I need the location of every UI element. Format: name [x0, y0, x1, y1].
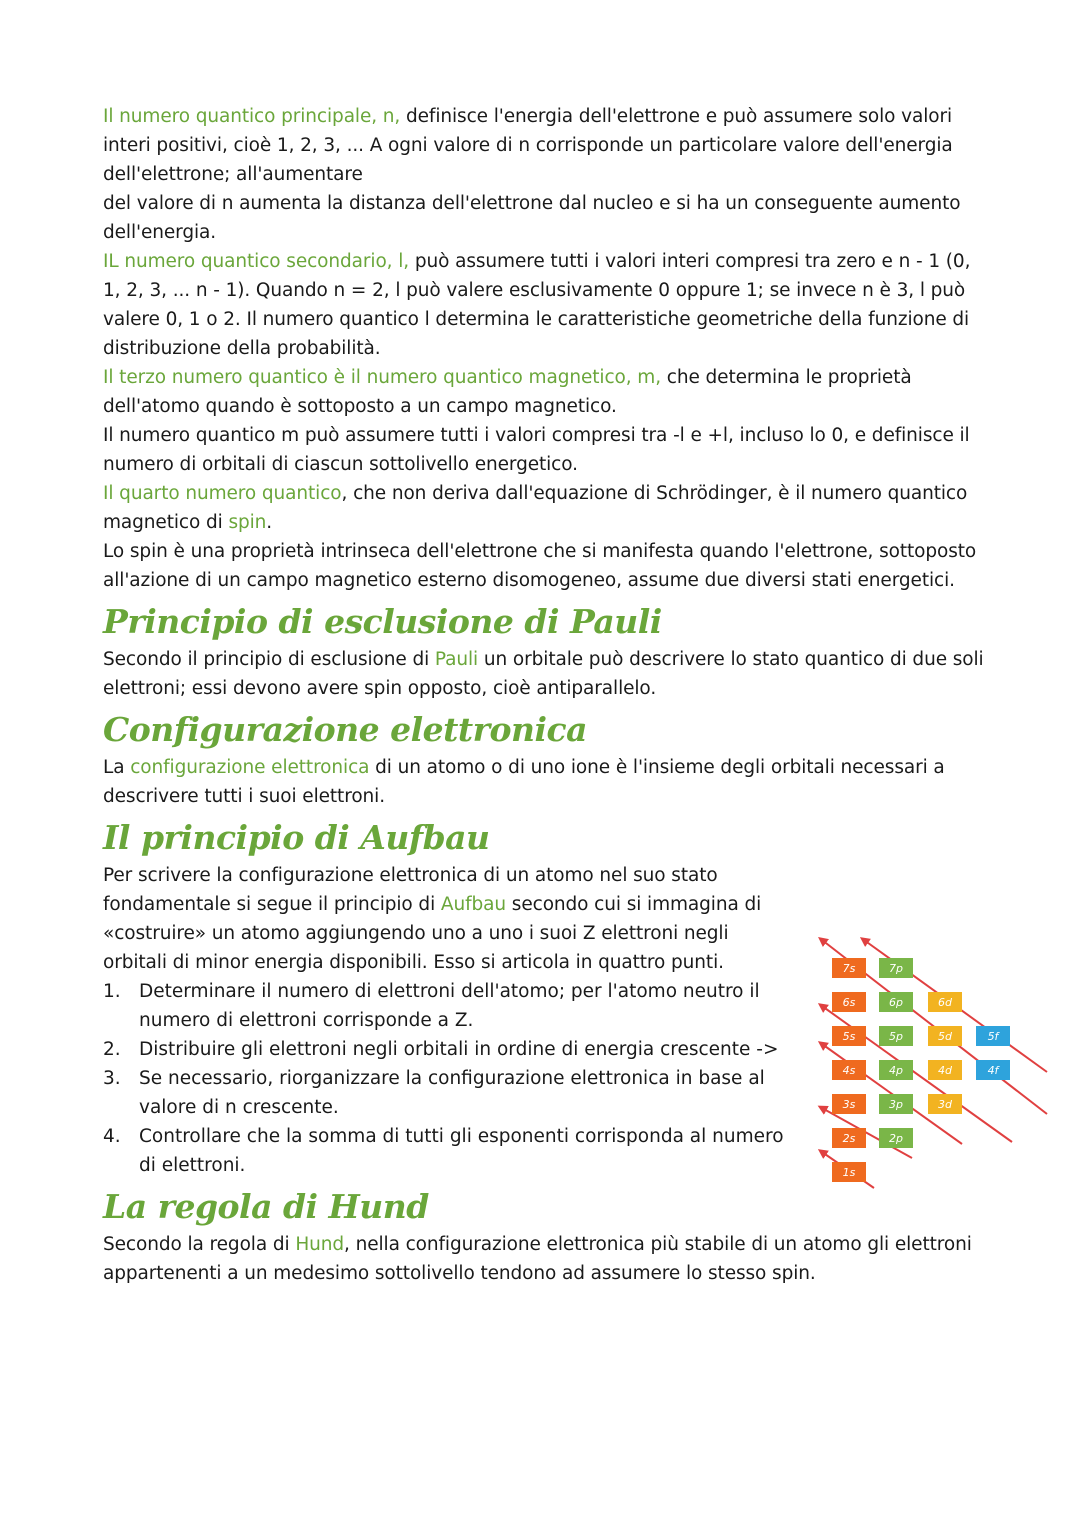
config-heading: Configurazione elettronica: [103, 710, 588, 749]
aufbau-text-post: secondo cui si immagina di «costruire» un atomo aggiungendo uno a uno i suoi Z elettroni negli orbitali di minor energia disponibili. Esso si articola in quattro punti.: [103, 894, 762, 973]
principal-quantum-continuation: del valore di n aumenta la distanza dell'elettrone dal nucleo e si ha un conseguente aumento dell'energia.: [103, 193, 961, 243]
step-number: 4.: [103, 1126, 121, 1147]
orbital-box-7p: [879, 958, 913, 978]
orbital-box-5s: [832, 1026, 866, 1046]
orbital-box-3s: [832, 1094, 866, 1114]
aufbau-step: [103, 1064, 793, 1122]
orbital-box-7s: [832, 958, 866, 978]
step-text: Se necessario, riorganizzare la configurazione elettronica in base al valore di n crescente.: [139, 1068, 765, 1118]
aufbau-steps: [103, 977, 793, 1180]
orbital-label: 6p: [889, 996, 903, 1009]
orbital-box-5p: [879, 1026, 913, 1046]
orbital-label: 5p: [889, 1030, 903, 1043]
pauli-paragraph: [103, 645, 993, 703]
step-number: 3.: [103, 1068, 121, 1089]
principal-quantum-text: definisce l'energia dell'elettrone e può assumere solo valori interi positivi, cioè 1, 2, 3, ... A ogni valore di n corrisponde un particolare valore dell'energia dell'elettrone; all'aumentare: [103, 106, 953, 185]
pauli-text-post: un orbitale può descrivere lo stato quantico di due soli elettroni; essi devono avere spin opposto, cioè antiparallelo.: [103, 649, 984, 699]
aufbau-step: [103, 1122, 793, 1180]
orbital-box-6p: [879, 992, 913, 1012]
magnetic-quantum-values: Il numero quantico m può assumere tutti i valori compresi tra -l e +l, incluso lo 0, e definisce il numero di orbitali di ciascun sottolivello energetico.: [103, 425, 970, 475]
orbital-label: 6s: [842, 996, 856, 1009]
orbital-box-2p: [879, 1128, 913, 1148]
config-paragraph: [103, 753, 993, 811]
aufbau-diagram: [812, 932, 1052, 1194]
spin-quantum-text: , che non deriva dall'equazione di Schrödinger, è il numero quantico magnetico di: [103, 483, 968, 533]
hund-text-post: , nella configurazione elettronica più stabile di un atomo gli elettroni appartenenti a un medesimo sottolivello tendono ad assumere lo stesso spin.: [103, 1234, 972, 1284]
magnetic-quantum-term: Il terzo numero quantico è il numero quantico magnetico, m,: [103, 367, 661, 388]
orbital-label: 2p: [889, 1132, 903, 1145]
step-number: 1.: [103, 981, 121, 1002]
config-text-post: di un atomo o di uno ione è l'insieme degli orbitali necessari a descrivere tutti i suoi elettroni.: [103, 757, 945, 807]
config-text-pre: La: [103, 757, 131, 778]
principal-quantum-paragraph: [103, 102, 993, 189]
secondary-quantum-term: IL numero quantico secondario, l,: [103, 251, 410, 272]
orbital-box-2s: [832, 1128, 866, 1148]
orbital-label: 3d: [938, 1098, 952, 1111]
step-number: 2.: [103, 1039, 121, 1060]
orbital-label: 4s: [842, 1064, 856, 1077]
orbital-box-6d: [928, 992, 962, 1012]
orbital-box-3p: [879, 1094, 913, 1114]
secondary-quantum-paragraph: [103, 247, 993, 363]
pauli-name: Pauli: [434, 649, 479, 670]
orbital-box-1s: [832, 1162, 866, 1182]
pauli-heading: Principio di esclusione di Pauli: [103, 602, 662, 641]
hund-name: Hund: [295, 1234, 345, 1255]
orbital-label: 4d: [938, 1064, 952, 1077]
spin-period: .: [266, 512, 273, 533]
spin-quantum-paragraph: [103, 479, 993, 537]
aufbau-name: Aufbau: [440, 894, 507, 915]
magnetic-quantum-paragraph: [103, 363, 993, 421]
orbital-box-5d: [928, 1026, 962, 1046]
orbital-label: 5d: [938, 1030, 952, 1043]
orbital-label: 1s: [842, 1166, 856, 1179]
orbital-box-4p: [879, 1060, 913, 1080]
orbital-box-3d: [928, 1094, 962, 1114]
aufbau-step: [103, 1035, 793, 1064]
config-term: configurazione elettronica: [130, 757, 370, 778]
orbital-box-4d: [928, 1060, 962, 1080]
magnetic-quantum-text: che determina le proprietà dell'atomo quando è sottoposto a un campo magnetico.: [103, 367, 912, 417]
hund-text-pre: Secondo la regola di: [103, 1234, 296, 1255]
aufbau-heading: Il principio di Aufbau: [103, 818, 490, 857]
orbital-label: 6d: [938, 996, 952, 1009]
hund-heading: La regola di Hund: [103, 1187, 429, 1226]
pauli-text-pre: Secondo il principio di esclusione di: [103, 649, 435, 670]
orbital-box-6s: [832, 992, 866, 1012]
orbital-label: 2s: [842, 1132, 856, 1145]
step-text: Controllare che la somma di tutti gli esponenti corrisponda al numero di elettroni.: [139, 1126, 784, 1176]
orbital-label: 7s: [842, 962, 856, 975]
orbital-label: 7p: [889, 962, 903, 975]
spin-term: spin: [228, 512, 267, 533]
orbital-label: 4p: [889, 1064, 903, 1077]
aufbau-paragraph: [103, 861, 793, 977]
orbital-label: 3s: [842, 1098, 856, 1111]
orbital-label: 4f: [987, 1064, 999, 1077]
aufbau-text-pre: Per scrivere la configurazione elettronica di un atomo nel suo stato fondamentale si segue il principio di: [103, 865, 718, 915]
hund-paragraph: [103, 1230, 993, 1288]
orbital-box-5f: [976, 1026, 1010, 1046]
orbital-box-4s: [832, 1060, 866, 1080]
principal-quantum-term: Il numero quantico principale, n,: [103, 106, 401, 127]
aufbau-step: [103, 977, 793, 1035]
spin-quantum-term: Il quarto numero quantico: [103, 483, 342, 504]
step-text: Determinare il numero di elettroni dell'atomo; per l'atomo neutro il numero di elettroni corrisponde a Z.: [139, 981, 760, 1031]
orbital-label: 3p: [889, 1098, 903, 1111]
step-text: Distribuire gli elettroni negli orbitali in ordine di energia crescente ->: [139, 1039, 779, 1060]
orbital-label: 5s: [842, 1030, 856, 1043]
spin-definition: Lo spin è una proprietà intrinseca dell'elettrone che si manifesta quando l'elettrone, sottoposto all'azione di un campo magnetico esterno disomogeneo, assume due diversi stati energetici.: [103, 541, 977, 591]
orbital-label: 5f: [987, 1030, 999, 1043]
orbital-box-4f: [976, 1060, 1010, 1080]
secondary-quantum-text: può assumere tutti i valori interi compresi tra zero e n - 1 (0, 1, 2, 3, ... n - 1). Quando n = 2, l può valere esclusivamente 0 oppure 1; se invece n è 3, l può valere 0, 1 o 2. Il numero quantico l determina le caratteristiche geometriche della funzione di distribuzione della probabilità.: [103, 251, 971, 359]
